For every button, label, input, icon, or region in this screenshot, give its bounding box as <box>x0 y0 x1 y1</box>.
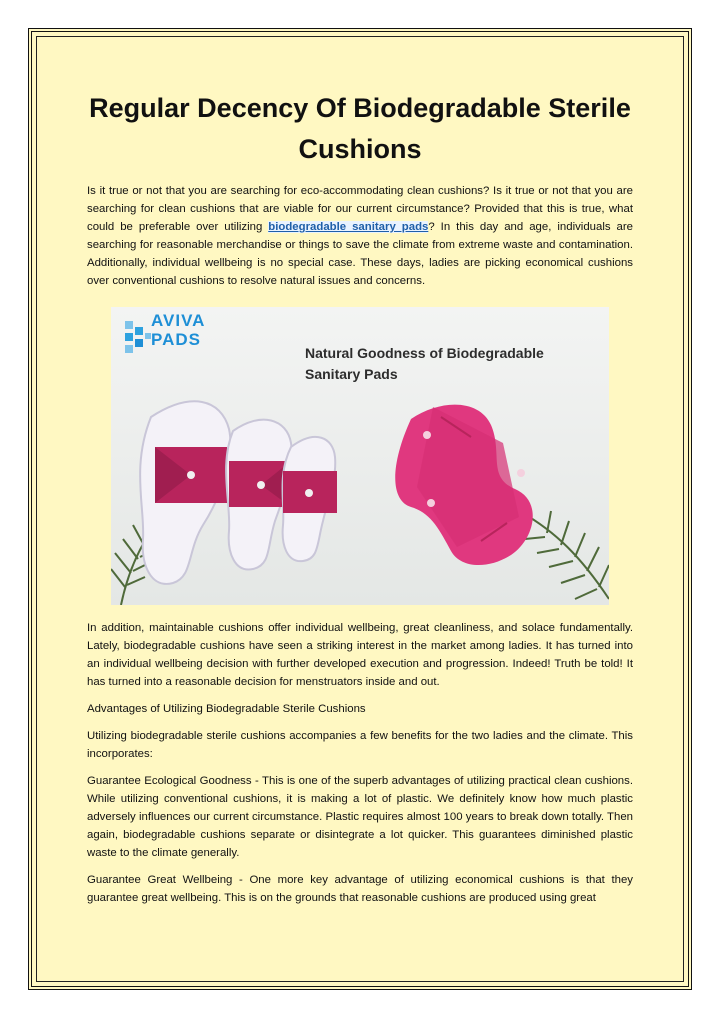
paragraph-sustainable-benefits: In addition, maintainable cushions offer individual wellbeing, great cleanliness, and solace fundamentally. Lately, biodegradable cushions have seen a striking interest in the market among ladies. It has turned into an individual wellbeing decision with further developed execution and progression. Indeed! Truth be told! It has turned into a reasonable decision for menstruators inside and out. <box>87 622 633 688</box>
hero-image <box>111 307 609 605</box>
intro-paragraph <box>87 182 633 290</box>
logo-line-1: AVIVA <box>151 311 206 330</box>
hero-caption <box>305 343 595 385</box>
paragraph-great-wellbeing: Guarantee Great Wellbeing - One more key advantage of utilizing economical cushions is that they guarantee great wellbeing. This is on the grounds that reasonable cushions are produced using great <box>87 874 633 904</box>
section-heading-advantages: Advantages of Utilizing Biodegradable Sterile Cushions <box>87 703 366 715</box>
page-title: Regular Decency Of Biodegradable Sterile Cushions <box>89 93 631 164</box>
logo-line-2: PADS <box>151 330 201 349</box>
document-content <box>87 88 633 907</box>
intro-text-after-link: ? In this day and age, individuals are searching for reasonable merchandise or things to save the climate from extreme waste and contamination. Additionally, individual wellbeing is no special case. These days, ladies are picking economical cushions over conventional cushions to resolve natural issues and concerns. <box>87 221 633 287</box>
hero-caption-line-1: Natural Goodness of Biodegradable <box>305 345 544 361</box>
intro-text-before-link: Is it true or not that you are searching for eco-accommodating clean cushions? Is it true or not that you are searching for clean cushions that are viable for our current circumstance? Provided that this is true, what could be preferable over utilizing <box>87 185 633 233</box>
aviva-pads-logo-text <box>151 311 205 349</box>
paragraph-ecological-goodness: Guarantee Ecological Goodness - This is one of the superb advantages of utilizing practical clean cushions. While utilizing conventional cushions, it is making a lot of plastic. We definitely know how much plastic adversely influences our current circumstance. Plastic requires almost 100 years to break down totally. Then again, biodegradable cushions separate or disintegrate a lot quicker. This guarantees diminished plastic waste to the climate generally. <box>87 775 633 859</box>
paragraph-benefits-intro: Utilizing biodegradable sterile cushions accompanies a few benefits for the two ladies and the climate. This incorporates: <box>87 730 633 760</box>
biodegradable-sanitary-pads-link[interactable]: biodegradable sanitary pads <box>268 221 429 233</box>
hero-caption-line-2: Sanitary Pads <box>305 366 398 382</box>
